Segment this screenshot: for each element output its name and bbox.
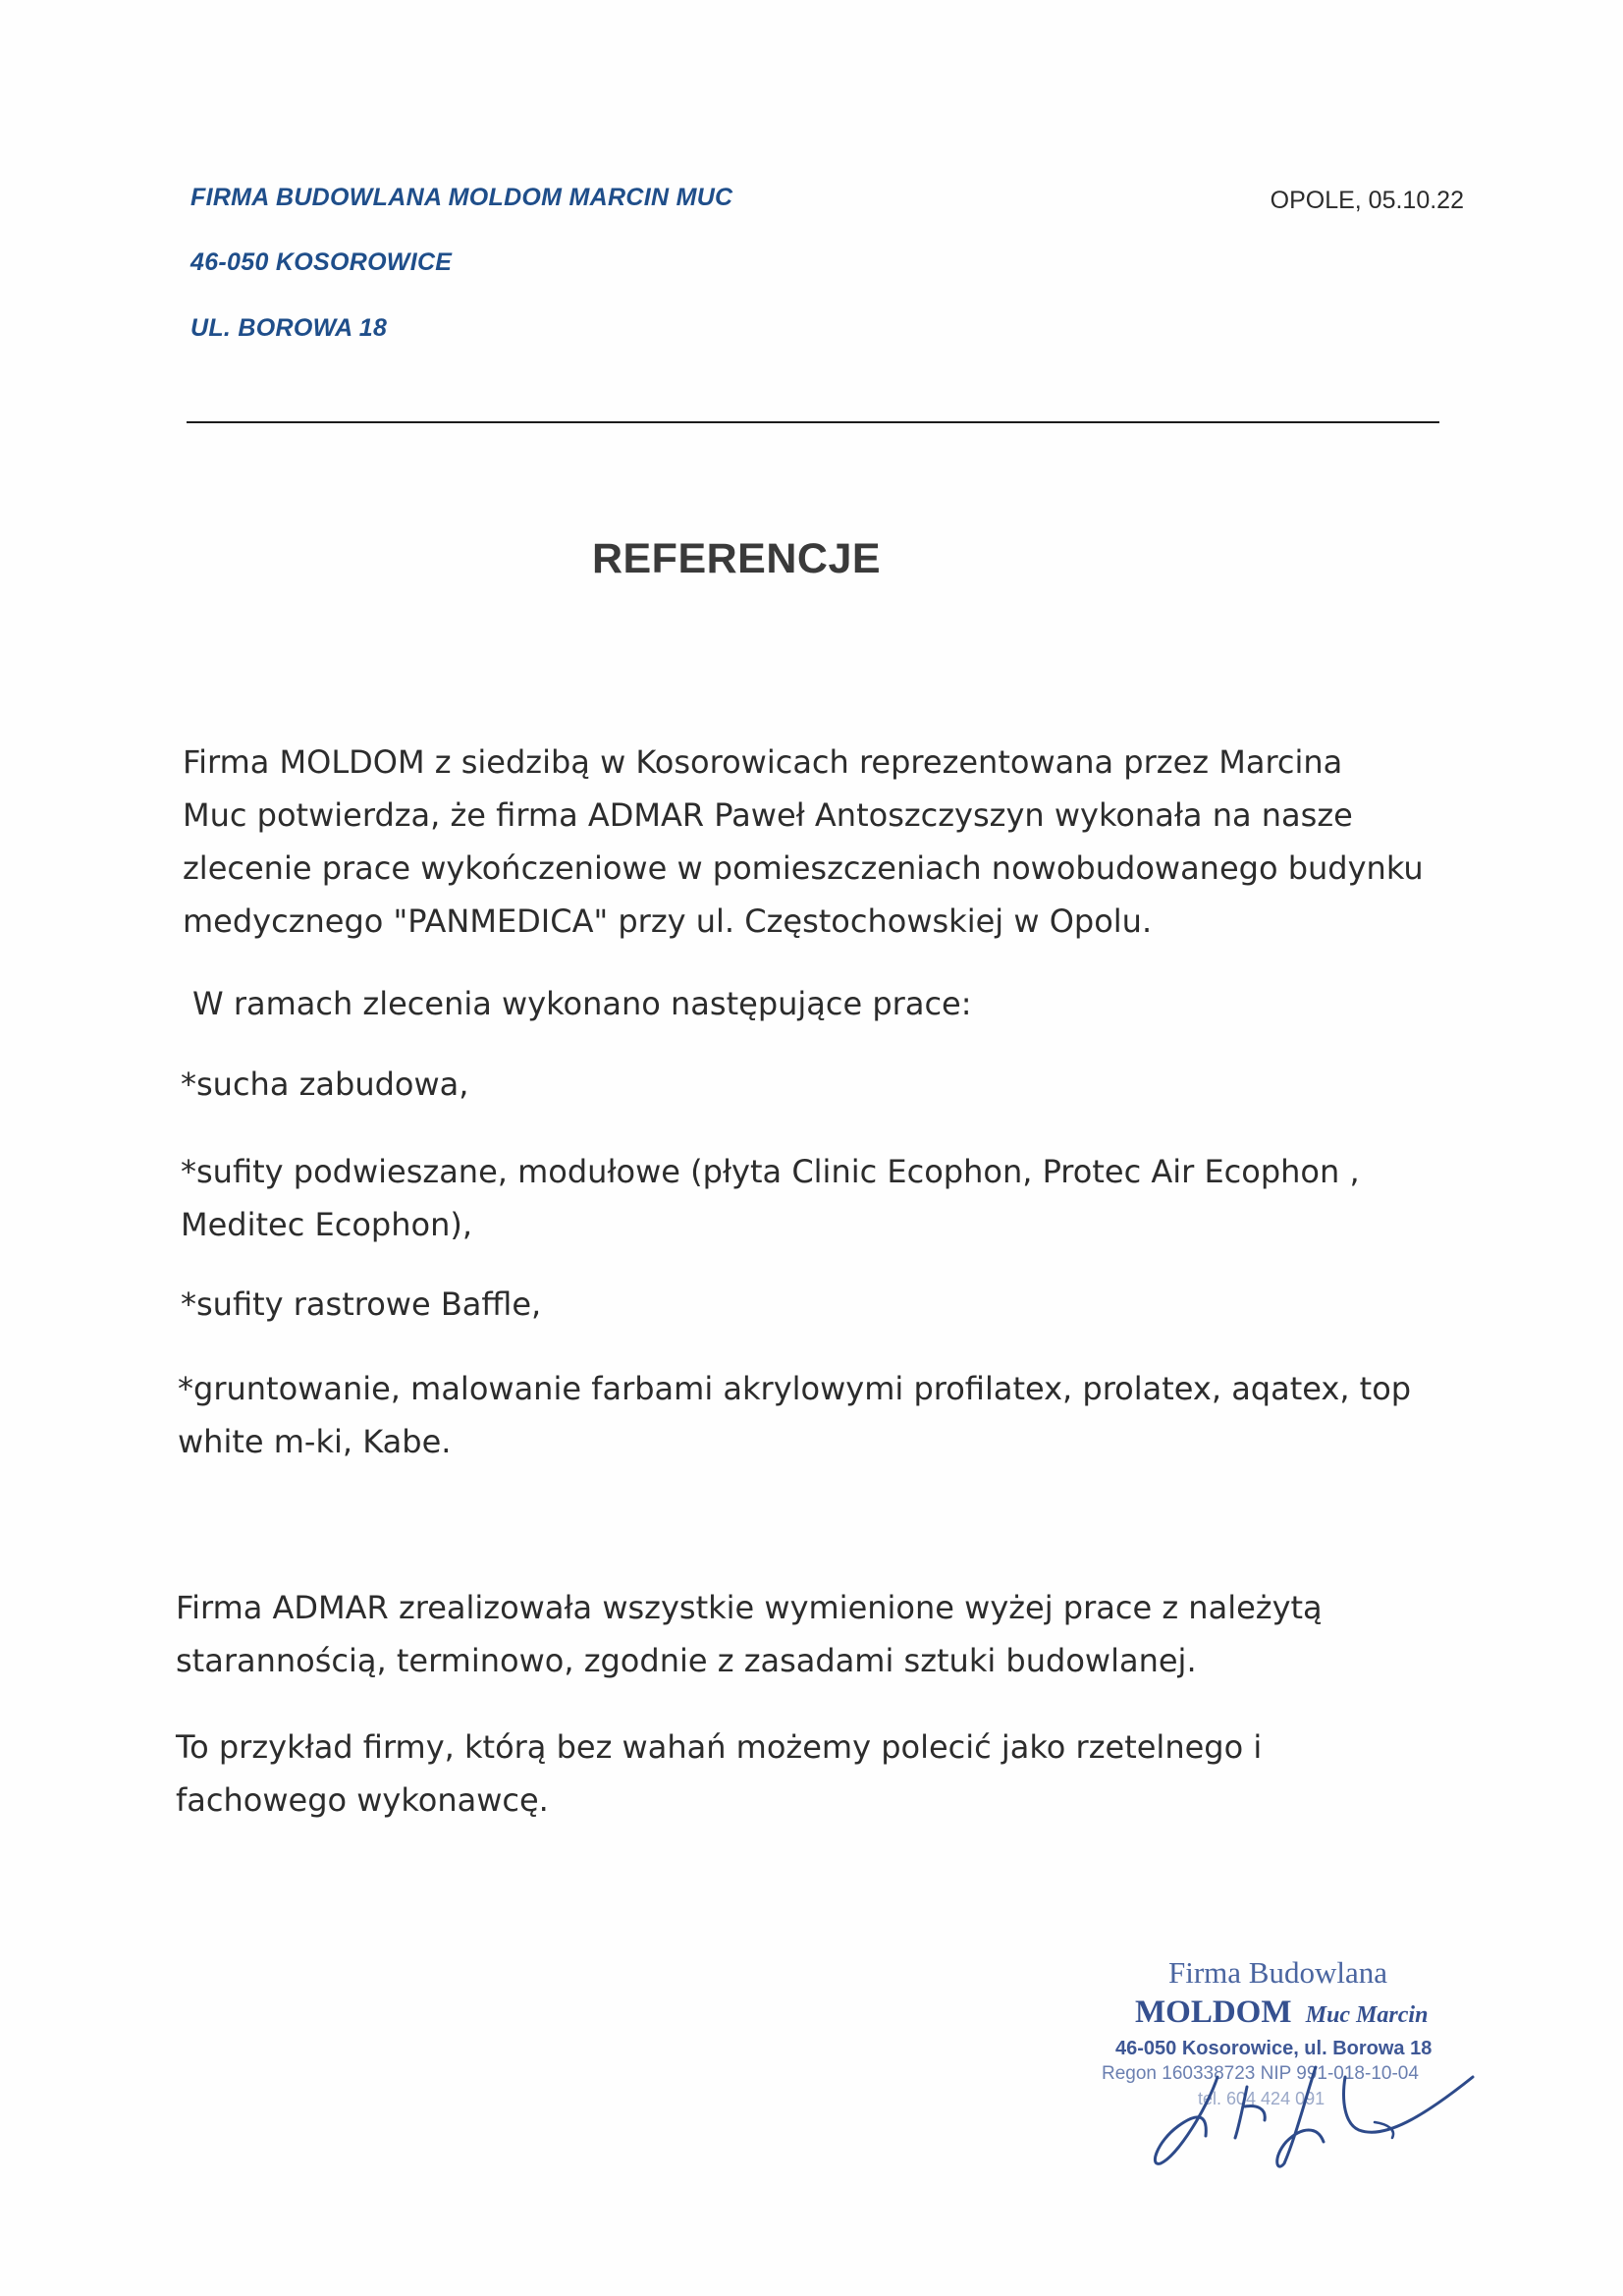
intro-paragraph [183,736,1424,948]
work-line: *gruntowanie, malowanie farbami akrylowymi profilatex, prolatex, aqatex, top [178,1370,1412,1407]
stamp-line-company: Firma Budowlana [1168,1955,1387,1990]
stamp-line-name [1135,1995,1428,2031]
work-item-dry-build [181,1058,468,1111]
place-date: OPOLE, 05.10.22 [1270,187,1464,214]
intro-line: Muc potwierdza, że firma ADMAR Paweł Antoszczyszyn wykonała na nasze [183,796,1353,834]
company-name: FIRMA BUDOWLANA MOLDOM MARCIN MUC [190,184,733,211]
closing-paragraph-quality [176,1581,1323,1687]
closing-line: Firma ADMAR zrealizowała wszystkie wymienione wyżej prace z należytą [176,1589,1323,1626]
closing-line: To przykład firmy, którą bez wahań możemy polecić jako rzetelnego i [176,1728,1263,1766]
work-line: *sucha zabudowa, [181,1066,469,1103]
company-street: UL. BOROWA 18 [190,314,388,342]
document-title: REFERENCJE [591,535,882,582]
stamp-owner: Muc Marcin [1305,2002,1429,2028]
work-item-baffle-ceilings [181,1278,541,1331]
stamp-line-phone: tel. 604 424 091 [1198,2089,1325,2108]
stamp-line-ids: Regon 160338723 NIP 991-018-10-04 [1102,2063,1419,2084]
work-line: white m-ki, Kabe. [178,1423,452,1460]
intro-line: zlecenie prace wykończeniowe w pomieszczeniach nowobudowanego budynku [183,849,1424,887]
closing-paragraph-recommendation [176,1721,1262,1827]
closing-line: fachowego wykonawcę. [176,1781,549,1819]
works-intro: W ramach zlecenia wykonano następujące prace: [192,985,972,1022]
intro-line: Firma MOLDOM z siedzibą w Kosorowicach reprezentowana przez Marcina [183,743,1343,781]
stamp-name: MOLDOM [1135,1995,1292,2030]
company-postal-city: 46-050 KOSOROWICE [190,248,453,276]
work-item-suspended-ceilings [181,1145,1360,1251]
header-divider [187,421,1439,423]
handwritten-signature [1149,2048,1483,2185]
intro-line: medycznego "PANMEDICA" przy ul. Częstochowskiej w Opolu. [183,902,1153,940]
closing-line: starannością, terminowo, zgodnie z zasadami sztuki budowlanej. [176,1642,1197,1679]
work-item-painting [178,1362,1411,1468]
work-line: Meditec Ecophon), [181,1206,472,1243]
stamp-line-address: 46-050 Kosorowice, ul. Borowa 18 [1115,2038,1433,2059]
work-line: *sufity rastrowe Baffle, [181,1285,542,1323]
work-line: *sufity podwieszane, modułowe (płyta Clinic Ecophon, Protec Air Ecophon , [181,1153,1360,1190]
